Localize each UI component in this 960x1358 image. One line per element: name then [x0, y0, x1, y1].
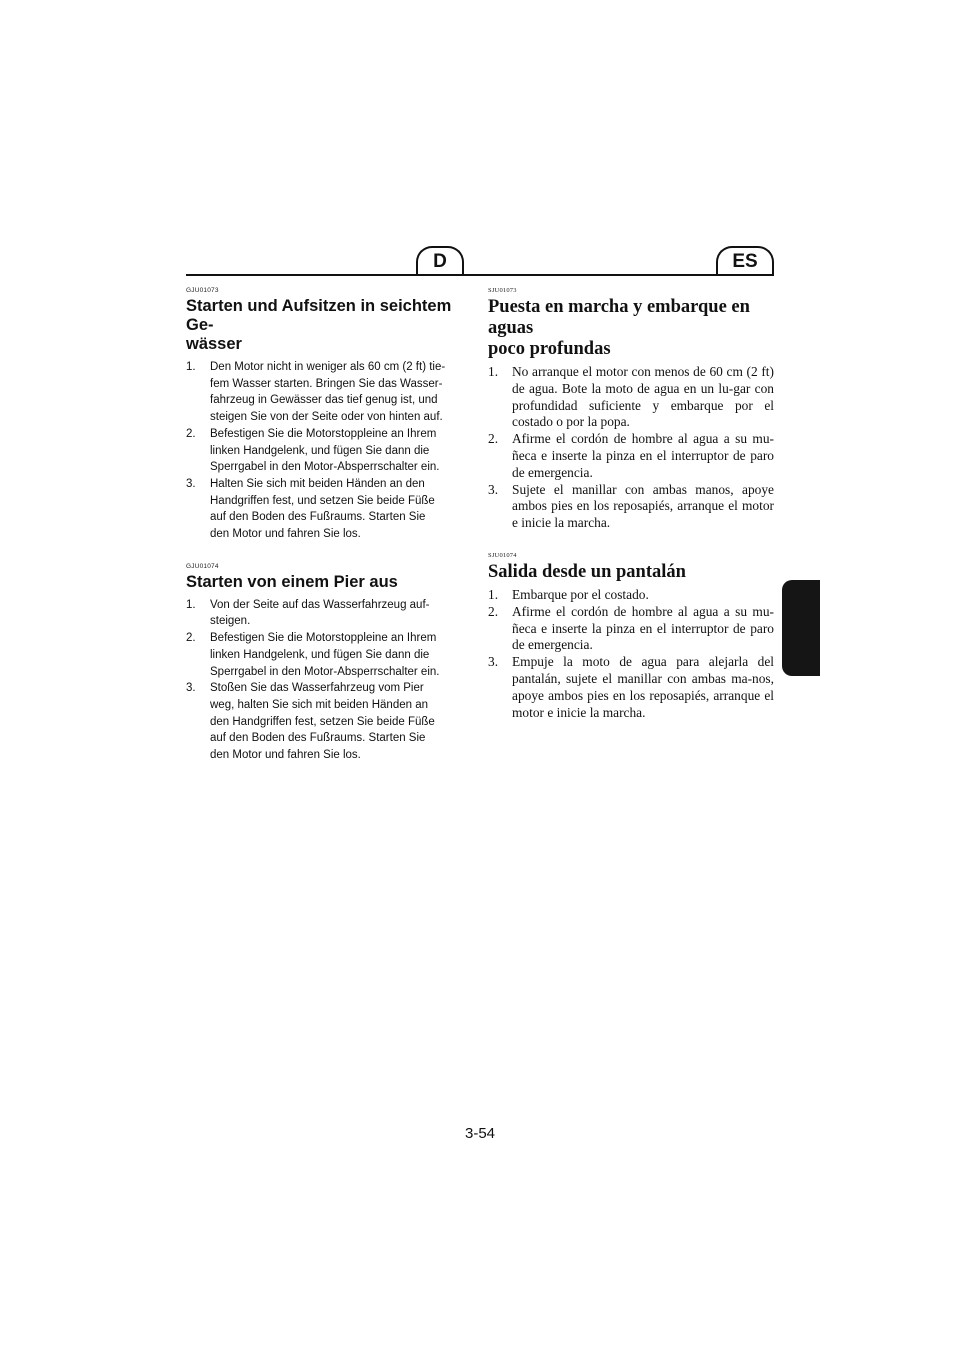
chapter-thumb-tab [782, 580, 820, 676]
language-tab-spanish: ES [716, 246, 774, 274]
list-item: 2. Befestigen Sie die Motorstoppleine an Ihrem linken Handgelenk, und fügen Sie dann die Sperrgabel in den Motor-Absperrschalter ein. [186, 427, 440, 474]
german-column [186, 287, 464, 764]
list-item: 3. Stoßen Sie das Wasserfahrzeug vom Pier weg, halten Sie sich mit beiden Händen an den Handgriffen fest, setzen Sie beide Füße auf den Boden des Fußraums. Starten Sie den Motor und fahren Sie los. [186, 682, 435, 762]
section-title: Salida desde un pantalán [488, 561, 686, 582]
step-list [186, 597, 464, 764]
section-puesta-en-marcha [488, 287, 774, 532]
section-title: Starten von einem Pier aus [186, 572, 398, 591]
section-starten-seicht [186, 287, 464, 543]
section-starten-pier [186, 563, 464, 764]
list-item: 3. Empuje la moto de agua para alejarla del pantalán, sujete el manillar con ambas ma-nos, apoye ambos pies en los reposapiés, arranque el motor e inicie la marcha. [488, 654, 774, 720]
step-list [488, 587, 774, 721]
list-item: 1. No arranque el motor con menos de 60 cm (2 ft) de agua. Bote la moto de agua en un lu-gar con profundidad suficiente y embarque por el costado o por la popa. [488, 364, 774, 430]
list-item: 1. Embarque por el costado. [488, 586, 649, 602]
page-number: 3-54 [464, 1125, 496, 1142]
spanish-column [488, 287, 774, 721]
list-item: 3. Halten Sie sich mit beiden Händen an den Handgriffen fest, und setzen Sie beide Füße auf den Boden des Fußraums. Starten Sie den Motor und fahren Sie los. [186, 477, 435, 541]
language-tab-german: D [416, 246, 464, 274]
step-list [488, 364, 774, 532]
section-salida-pantalan [488, 552, 774, 721]
language-tabs [186, 246, 774, 276]
list-item: 3. Sujete el manillar con ambas manos, apoye ambos pies en los reposapiés, arranque el motor e inicie la marcha. [488, 481, 774, 531]
list-item: 2. Befestigen Sie die Motorstoppleine an Ihrem linken Handgelenk, und fügen Sie dann die Sperrgabel in den Motor-Absperrschalter ein. [186, 632, 440, 678]
header-rule [186, 274, 774, 276]
section-code: GJU01074 [186, 562, 219, 570]
section-code: GJU01073 [186, 287, 219, 294]
list-item: 2. Afirme el cordón de hombre al agua a su mu-ñeca e inserte la pinza en el interruptor de paro de emergencia. [488, 603, 774, 653]
list-item: 1. Den Motor nicht in weniger als 60 cm (2 ft) tie- fem Wasser starten. Bringen Sie das Wasser- fahrzeug in Gewässer das tief genug ist, und steigen Sie von der Seite oder von hinten auf. [186, 361, 446, 424]
section-code: SJU01074 [488, 551, 517, 559]
section-title: Puesta en marcha y embarque en aguas poco profundas [488, 297, 750, 359]
step-list [186, 359, 464, 543]
section-code: SJU01073 [488, 287, 517, 294]
list-item: 1. Von der Seite auf das Wasserfahrzeug auf- steigen. [186, 598, 430, 628]
list-item: 2. Afirme el cordón de hombre al agua a su mu-ñeca e inserte la pinza en el interruptor de paro de emergencia. [488, 431, 774, 480]
section-title: Starten und Aufsitzen in seichtem Ge- wässer [186, 297, 452, 353]
